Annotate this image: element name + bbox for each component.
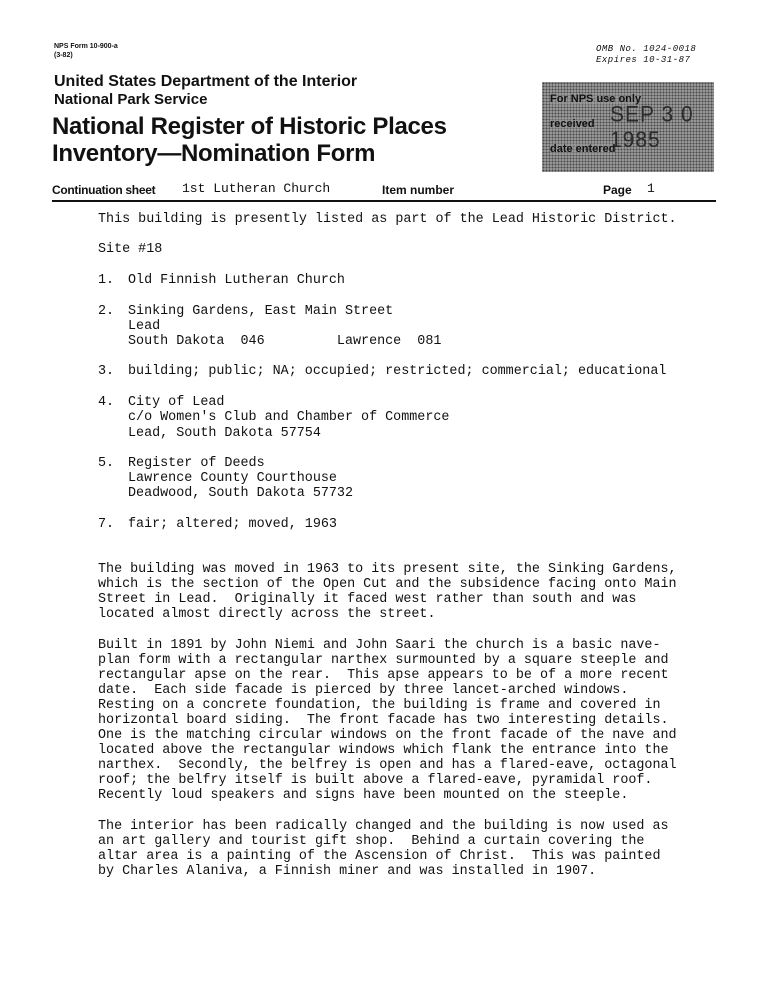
paragraph-line: date. Each side facade is pierced by three lancet-arched windows.	[98, 683, 629, 698]
continuation-sheet-value: 1st Lutheran Church	[182, 181, 331, 196]
item-line: Old Finnish Lutheran Church	[128, 273, 345, 288]
item-line: Lawrence County Courthouse	[128, 471, 337, 486]
department-name: United States Department of the Interior	[54, 73, 358, 90]
item-number-label: Item number	[382, 183, 455, 197]
nps-use-label: For NPS use only	[550, 93, 642, 105]
nps-use-box	[542, 82, 714, 172]
item-line: South Dakota 046 Lawrence 081	[128, 334, 442, 349]
item-number: 3.	[98, 364, 115, 379]
paragraph-line: Resting on a concrete foundation, the building is frame and covered in	[98, 698, 661, 713]
form-title-line2: Inventory—Nomination Form	[52, 140, 376, 167]
paragraph-line: by Charles Alaniva, a Finnish miner and was installed in 1907.	[98, 864, 597, 879]
site-number: Site #18	[98, 242, 163, 257]
item-number: 1.	[98, 273, 115, 288]
paragraph-line: which is the section of the Open Cut and the subsidence facing onto Main	[98, 577, 677, 592]
item-line: Deadwood, South Dakota 57732	[128, 486, 353, 501]
form-title-line1: National Register of Historic Places	[52, 113, 447, 140]
continuation-sheet-label: Continuation sheet	[52, 183, 156, 197]
form-code	[54, 42, 118, 60]
intro-text: This building is presently listed as part of the Lead Historic District.	[98, 212, 677, 227]
paragraph-line: roof; the belfry itself is built above a flared-eave, pyramidal roof.	[98, 773, 653, 788]
paragraph-line: plan form with a rectangular narthex surmounted by a square steeple and	[98, 653, 669, 668]
item-number: 4.	[98, 395, 115, 410]
item-line: Lead, South Dakota 57754	[128, 426, 321, 441]
paragraph-line: The interior has been radically changed and the building is now used as	[98, 819, 669, 834]
paragraph-line: an art gallery and tourist gift shop. Behind a curtain covering the	[98, 834, 645, 849]
continuation-row	[52, 181, 716, 199]
paragraph-line: Street in Lead. Originally it faced west rather than south and was	[98, 592, 637, 607]
item-number: 7.	[98, 517, 115, 532]
page-number: 1	[647, 181, 655, 196]
paragraph-line: The building was moved in 1963 to its present site, the Sinking Gardens,	[98, 562, 677, 577]
paragraph-line: narthex. Secondly, the belfrey is open and has a flared-eave, octagonal	[98, 758, 677, 773]
item-line: City of Lead	[128, 395, 225, 410]
item-line: Register of Deeds	[128, 456, 265, 471]
received-label: received	[550, 118, 595, 130]
item-line: fair; altered; moved, 1963	[128, 517, 337, 532]
item-number: 5.	[98, 456, 115, 471]
item-line: c/o Women's Club and Chamber of Commerce	[128, 410, 450, 425]
paragraph-line: rectangular apse on the rear. This apse appears to be of a more recent	[98, 668, 669, 683]
omb-info	[596, 44, 696, 66]
paragraph-line: altar area is a painting of the Ascension of Christ. This was painted	[98, 849, 661, 864]
paragraph-line: horizontal board siding. The front facade has two interesting details.	[98, 713, 669, 728]
paragraph-line: located above the rectangular windows which flank the entrance into the	[98, 743, 669, 758]
date-entered-label: date entered	[550, 143, 616, 155]
item-line: Sinking Gardens, East Main Street	[128, 304, 394, 319]
paragraph-line: located almost directly across the street.	[98, 607, 436, 622]
omb-number: OMB No. 1024-0018	[596, 44, 697, 54]
item-line: Lead	[128, 319, 161, 334]
page-label: Page	[603, 183, 632, 197]
agency-name: National Park Service	[54, 91, 208, 108]
paragraph-line: One is the matching circular windows on the front facade of the nave and	[98, 728, 677, 743]
paragraph-line: Built in 1891 by John Niemi and John Saari the church is a basic nave-	[98, 638, 661, 653]
item-line: building; public; NA; occupied; restricted; commercial; educational	[128, 364, 667, 379]
omb-expiry: Expires 10-31-87	[596, 55, 691, 65]
paragraph-line: Recently loud speakers and signs have been mounted on the steeple.	[98, 788, 629, 803]
form-revision: (3-82)	[54, 52, 73, 59]
received-date-stamp: SEP 3 0 1985	[610, 102, 694, 153]
item-number: 2.	[98, 304, 115, 319]
form-number: NPS Form 10-900-a	[54, 43, 118, 50]
header-divider	[52, 200, 716, 202]
